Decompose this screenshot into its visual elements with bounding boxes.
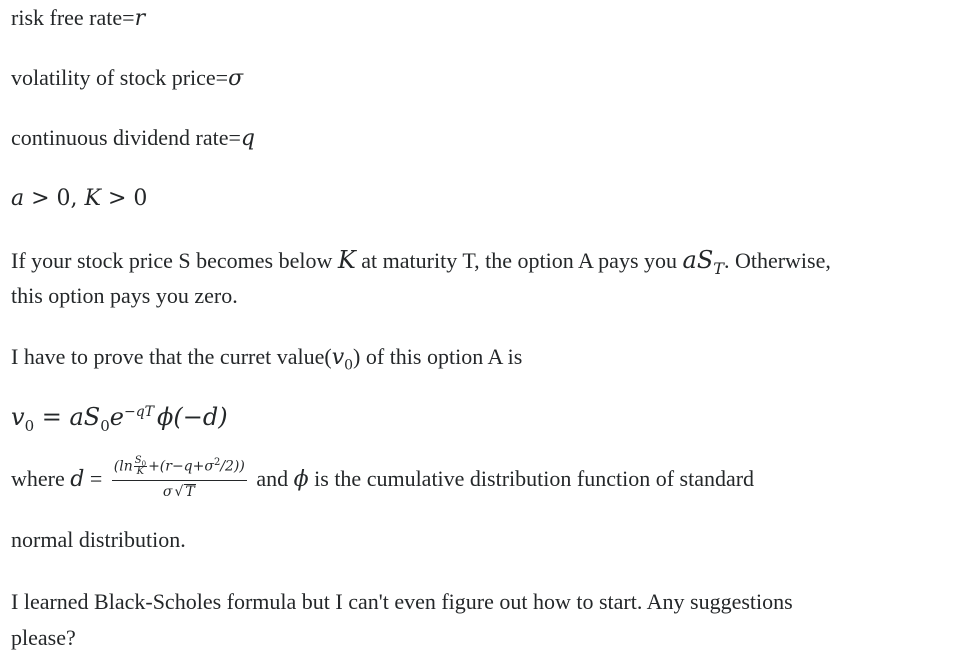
d-denominator (112, 481, 247, 500)
gt-sign: > (100, 186, 134, 211)
d-definition-line (11, 455, 755, 504)
closing-line-1 (11, 584, 793, 620)
sigma-symbol: σ (162, 484, 173, 500)
var-a: a (11, 186, 25, 211)
formula-e: e (109, 403, 124, 431)
v-symbol: v (331, 345, 345, 370)
d-fraction (112, 456, 247, 500)
dividend-rate-label: continuous dividend rate= (11, 125, 241, 150)
s0-subscript: 0 (141, 460, 147, 468)
cdf-text: normal distribution. (11, 527, 186, 552)
phi-symbol: ϕ (293, 467, 309, 493)
sqrt-t: T (185, 484, 195, 500)
option-payoff-line-1 (11, 242, 831, 279)
zero-value: 0 (56, 186, 71, 211)
formula-exponent: −qT (123, 404, 155, 420)
payoff-formula (682, 246, 724, 278)
k-term: K (136, 466, 145, 477)
s0-over-k (134, 456, 147, 477)
v-subscript: 0 (344, 357, 354, 374)
current-value-symbol (331, 345, 354, 374)
risk-free-rate-line (11, 0, 145, 37)
and-text: and (250, 466, 294, 492)
equals-sign: = (34, 403, 70, 431)
volatility-symbol: σ (228, 66, 244, 91)
var-k: K (84, 186, 101, 211)
dividend-rate-symbol: q (240, 126, 256, 151)
gt-sign: > (24, 186, 57, 211)
drift-term-end: /2)) (220, 458, 245, 475)
s-symbol: S (134, 455, 142, 466)
volatility-line (11, 60, 243, 97)
prove-statement-line (11, 339, 522, 376)
where-text: where (11, 466, 71, 492)
d-numerator (112, 456, 247, 481)
closing-text: I learned Black-Scholes formula but I can't even figure out how to start. Any suggestions (11, 589, 793, 614)
dividend-rate-line (11, 120, 255, 157)
formula-v-subscript: 0 (24, 416, 35, 435)
d-definition-line-2 (11, 522, 186, 558)
value-formula (11, 399, 228, 435)
formula-v: v (11, 403, 25, 431)
option-payoff-line-2 (11, 278, 238, 314)
ln-text: (ln (113, 458, 133, 475)
comma: , (70, 186, 85, 211)
payoff-text: If your stock price S becomes below (11, 248, 338, 273)
sqrt-sign: √ (174, 484, 184, 500)
payoff-text: . Otherwise, (723, 248, 831, 273)
formula-phi: ϕ(−d) (157, 403, 228, 431)
drift-term: +(r−q+σ (148, 458, 214, 475)
payoff-aS: aS (682, 246, 714, 274)
formula-aS: aS (69, 403, 101, 431)
closing-line-2 (11, 620, 76, 656)
risk-free-rate-symbol: r (134, 6, 146, 31)
closing-text: please? (11, 625, 76, 650)
prove-text: ) of this option A is (353, 344, 523, 369)
volatility-label: volatility of stock price= (11, 65, 229, 90)
prove-text: I have to prove that the curret value( (11, 344, 332, 369)
formula-s-subscript: 0 (100, 416, 110, 435)
d-symbol: d (70, 467, 85, 493)
equals-sign: = (84, 466, 108, 492)
payoff-text: this option pays you zero. (11, 283, 238, 308)
payoff-subscript: T (713, 258, 724, 278)
strike-symbol: K (337, 246, 356, 274)
constraints-line (11, 181, 147, 217)
cdf-text: is the cumulative distribution function of standard (308, 466, 755, 492)
payoff-text: at maturity T, the option A pays you (355, 248, 683, 273)
zero-value: 0 (133, 186, 148, 211)
risk-free-rate-label: risk free rate= (11, 5, 135, 30)
square-exponent: 2 (213, 456, 221, 468)
